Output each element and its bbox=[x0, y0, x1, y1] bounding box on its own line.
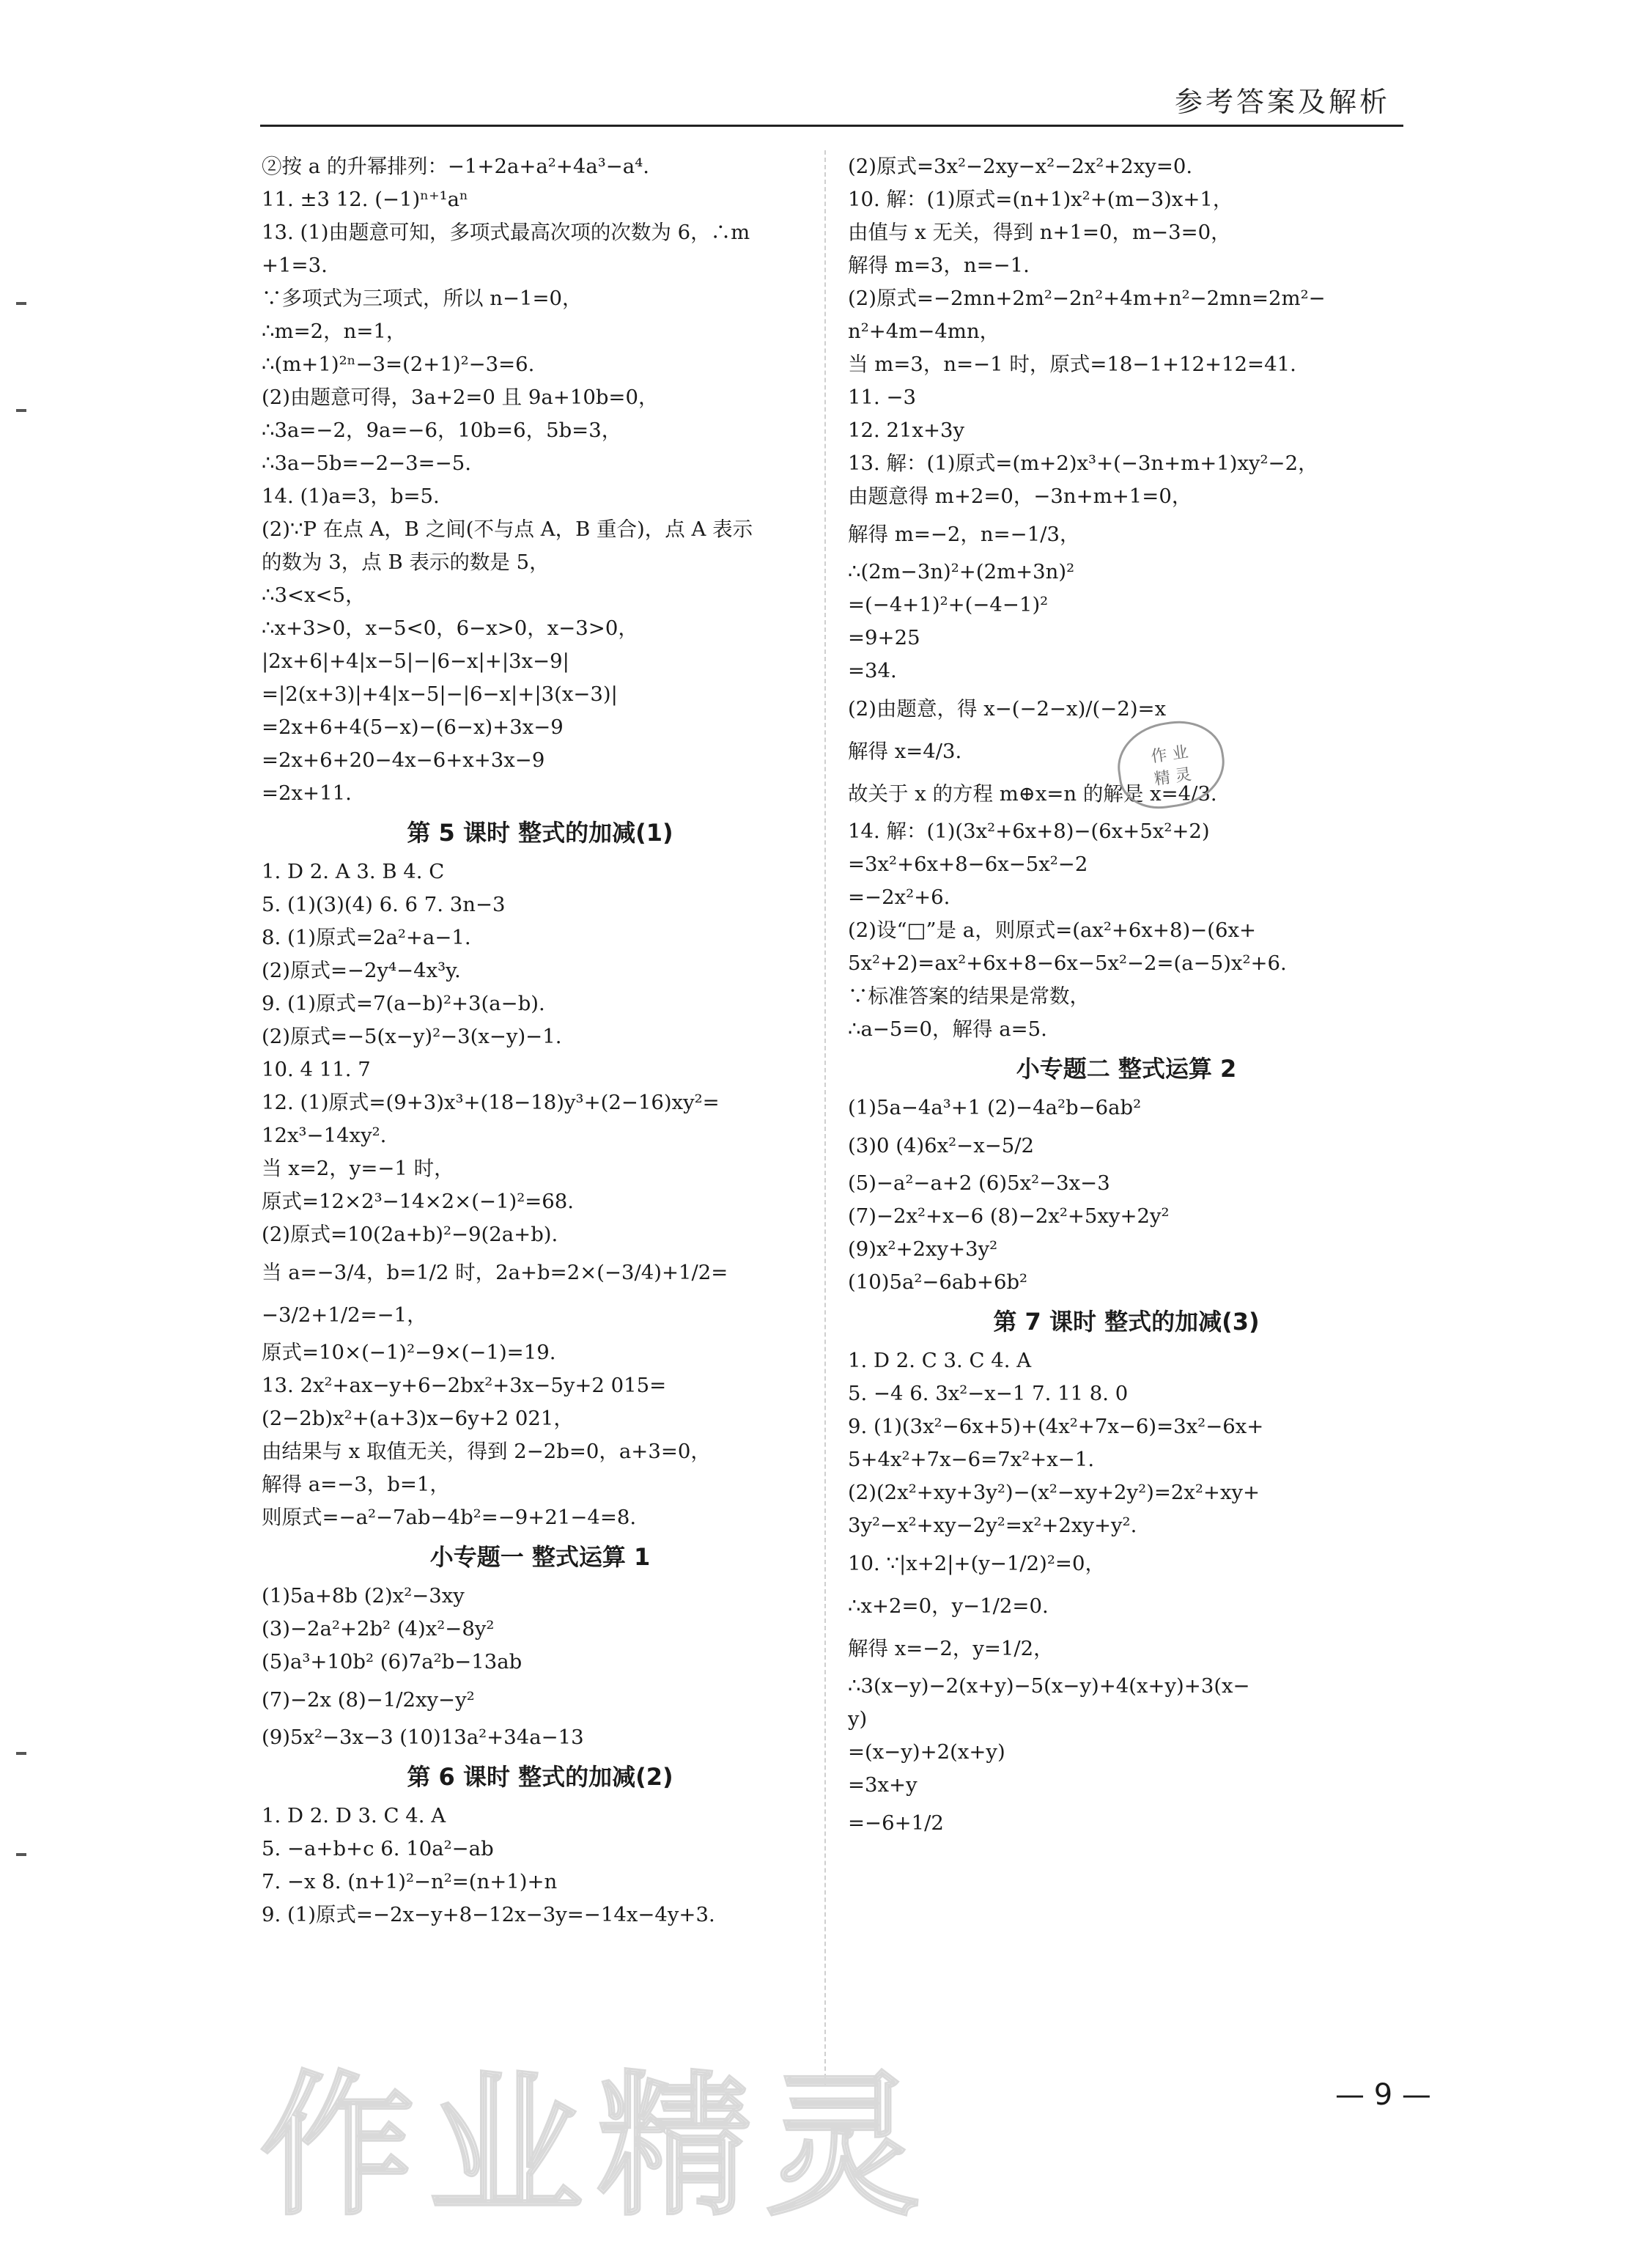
margin-mark bbox=[16, 409, 26, 412]
answer-line: 1. D 2. A 3. B 4. C bbox=[262, 860, 445, 883]
answer-line: (5)−a²−a+2 (6)5x²−3x−3 bbox=[848, 1171, 1110, 1195]
answer-column-left bbox=[262, 150, 819, 1932]
section-heading: 小专题二 整式运算 2 bbox=[1016, 1055, 1237, 1083]
answer-line: ②按 a 的升幂排列：−1+2a+a²+4a³−a⁴. bbox=[262, 155, 649, 178]
answer-line: (2)由题意，得 x−(−2−x)/(−2)=x bbox=[848, 697, 1167, 721]
answer-line: =3x+y bbox=[848, 1773, 917, 1797]
answer-line: (2)设“□”是 a，则原式=(ax²+6x+8)−(6x+ bbox=[848, 918, 1257, 942]
answer-line: (2)(2x²+xy+3y²)−(x²−xy+2y²)=2x²+xy+ bbox=[848, 1481, 1260, 1504]
answer-line: 10. 4 11. 7 bbox=[262, 1058, 371, 1081]
answer-line: 解得 x=4/3. bbox=[848, 740, 962, 763]
answer-line: 10. ∵|x+2|+(y−1/2)²=0， bbox=[848, 1552, 1105, 1575]
answer-line: 8. (1)原式=2a²+a−1. bbox=[262, 926, 471, 949]
answer-line: ∴x+3>0，x−5<0，6−x>0，x−3>0， bbox=[262, 616, 638, 640]
watermark: 作业精灵 bbox=[260, 2057, 935, 2236]
answer-line: (7)−2x (8)−1/2xy−y² bbox=[262, 1688, 475, 1712]
answer-line: 11. ±3 12. (−1)ⁿ⁺¹aⁿ bbox=[262, 188, 468, 211]
answer-line: (2)原式=−2mn+2m²−2n²+4m+n²−2mn=2m²− bbox=[848, 287, 1326, 310]
stamp-top-text: 作 业 bbox=[1150, 743, 1190, 767]
answer-line: |2x+6|+4|x−5|−|6−x|+|3x−9| bbox=[262, 649, 569, 673]
answer-line: 9. (1)原式=−2x−y+8−12x−3y=−14x−4y+3. bbox=[262, 1903, 715, 1926]
answer-line: (7)−2x²+x−6 (8)−2x²+5xy+2y² bbox=[848, 1204, 1170, 1228]
answer-line: 的数为 3，点 B 表示的数是 5， bbox=[262, 551, 550, 574]
answer-line: ∴(m+1)²ⁿ−3=(2+1)²−3=6. bbox=[262, 353, 535, 376]
answer-line: (2)由题意可得，3a+2=0 且 9a+10b=0， bbox=[262, 386, 659, 409]
answer-line: 11. −3 bbox=[848, 386, 917, 409]
margin-mark bbox=[16, 1752, 26, 1755]
section-heading: 第 7 课时 整式的加减(3) bbox=[993, 1308, 1260, 1336]
answer-line: 5. (1)(3)(4) 6. 6 7. 3n−3 bbox=[262, 893, 506, 916]
margin-mark bbox=[16, 1853, 26, 1856]
answer-line: 解得 m=3，n=−1. bbox=[848, 254, 1030, 277]
answer-line: 1. D 2. C 3. C 4. A bbox=[848, 1349, 1032, 1372]
answer-line: 解得 x=−2，y=1/2， bbox=[848, 1637, 1054, 1660]
answer-line: 5. −a+b+c 6. 10a²−ab bbox=[262, 1837, 494, 1860]
stamp-bottom-text: 精 灵 bbox=[1153, 765, 1193, 789]
answer-line: 14. 解：(1)(3x²+6x+8)−(6x+5x²+2) bbox=[848, 820, 1210, 843]
header-title: 参考答案及解析 bbox=[1174, 86, 1390, 118]
answer-line: 13. 解：(1)原式=(m+2)x³+(−3n+m+1)xy²−2， bbox=[848, 452, 1318, 475]
section-heading: 第 6 课时 整式的加减(2) bbox=[407, 1763, 673, 1791]
column-divider bbox=[824, 150, 826, 2085]
answer-line: 由值与 x 无关，得到 n+1=0，m−3=0， bbox=[848, 221, 1231, 244]
answer-line: 则原式=−a²−7ab−4b²=−9+21−4=8. bbox=[262, 1506, 637, 1529]
answer-line: =−2x²+6. bbox=[848, 886, 950, 909]
answer-line: +1=3. bbox=[262, 254, 328, 277]
answer-line: 由结果与 x 取值无关，得到 2−2b=0，a+3=0， bbox=[262, 1440, 711, 1463]
answer-line: −3/2+1/2=−1， bbox=[262, 1303, 427, 1327]
answer-line: 12. 21x+3y bbox=[848, 419, 965, 442]
answer-line: (2)原式=−2y⁴−4x³y. bbox=[262, 959, 461, 982]
answer-line: =34. bbox=[848, 659, 897, 682]
answer-line: ∵标准答案的结果是常数， bbox=[848, 984, 1090, 1008]
answer-line: 当 a=−3/4，b=1/2 时，2a+b=2×(−3/4)+1/2= bbox=[262, 1261, 728, 1284]
answer-line: 3y²−x²+xy−2y²=x²+2xy+y². bbox=[848, 1514, 1137, 1537]
answer-line: (5)a³+10b² (6)7a²b−13ab bbox=[262, 1650, 523, 1674]
answer-line: 解得 m=−2，n=−1/3， bbox=[848, 523, 1080, 546]
answer-line: 14. (1)a=3，b=5. bbox=[262, 485, 440, 508]
answer-line: ∴a−5=0，解得 a=5. bbox=[848, 1017, 1047, 1041]
answer-line: =(x−y)+2(x+y) bbox=[848, 1740, 1005, 1764]
answer-line: 原式=10×(−1)²−9×(−1)=19. bbox=[262, 1341, 556, 1364]
section-heading: 小专题一 整式运算 1 bbox=[429, 1543, 651, 1571]
answer-line: 当 m=3，n=−1 时，原式=18−1+12+12=41. bbox=[848, 353, 1296, 376]
answer-line: (9)5x²−3x−3 (10)13a²+34a−13 bbox=[262, 1726, 584, 1749]
section-heading: 第 5 课时 整式的加减(1) bbox=[407, 819, 673, 847]
answer-line: =|2(x+3)|+4|x−5|−|6−x|+|3(x−3)| bbox=[262, 682, 618, 706]
answer-line: (2)原式=3x²−2xy−x²−2x²+2xy=0. bbox=[848, 155, 1193, 178]
answer-line: (1)5a+8b (2)x²−3xy bbox=[262, 1584, 465, 1608]
answer-line: ∴3(x−y)−2(x+y)−5(x−y)+4(x+y)+3(x− bbox=[848, 1674, 1250, 1698]
answer-line: 解得 a=−3，b=1， bbox=[262, 1473, 450, 1496]
answer-line: 12x³−14xy². bbox=[262, 1124, 387, 1147]
answer-line: =2x+6+4(5−x)−(6−x)+3x−9 bbox=[262, 715, 564, 739]
answer-line: 1. D 2. D 3. C 4. A bbox=[262, 1804, 446, 1827]
answer-line: 9. (1)原式=7(a−b)²+3(a−b). bbox=[262, 992, 545, 1015]
answer-line: 10. 解：(1)原式=(n+1)x²+(m−3)x+1， bbox=[848, 188, 1233, 211]
answer-line: =−6+1/2 bbox=[848, 1811, 944, 1835]
answer-line: ∴3a=−2，9a=−6，10b=6，5b=3， bbox=[262, 419, 622, 442]
answer-line: ∴x+2=0，y−1/2=0. bbox=[848, 1594, 1049, 1618]
answer-line: (2)原式=10(2a+b)²−9(2a+b). bbox=[262, 1223, 558, 1246]
page-number: — 9 — bbox=[1335, 2078, 1431, 2112]
answer-line: ∵多项式为三项式，所以 n−1=0， bbox=[262, 287, 583, 310]
answer-line: 由题意得 m+2=0，−3n+m+1=0， bbox=[848, 485, 1192, 508]
answer-line: =(−4+1)²+(−4−1)² bbox=[848, 593, 1049, 616]
answer-line: (9)x²+2xy+3y² bbox=[848, 1237, 998, 1261]
answer-line: 12. (1)原式=(9+3)x³+(18−18)y³+(2−16)xy²= bbox=[262, 1091, 720, 1114]
answer-line: (10)5a²−6ab+6b² bbox=[848, 1270, 1028, 1294]
answer-line: 原式=12×2³−14×2×(−1)²=68. bbox=[262, 1190, 575, 1213]
answer-line: 9. (1)(3x²−6x+5)+(4x²+7x−6)=3x²−6x+ bbox=[848, 1415, 1264, 1438]
answer-line: 当 x=2，y=−1 时， bbox=[262, 1157, 454, 1180]
answer-line: ∴3<x<5， bbox=[262, 583, 366, 607]
answer-line: ∴3a−5b=−2−3=−5. bbox=[262, 452, 471, 475]
answer-line: 13. (1)由题意可知，多项式最高次项的次数为 6，∴m bbox=[262, 221, 750, 244]
answer-line: ∴(2m−3n)²+(2m+3n)² bbox=[848, 560, 1075, 583]
margin-mark bbox=[16, 302, 26, 305]
answer-line: 5. −4 6. 3x²−x−1 7. 11 8. 0 bbox=[848, 1382, 1129, 1405]
answer-line: (3)−2a²+2b² (4)x²−8y² bbox=[262, 1617, 495, 1641]
answer-line: =2x+11. bbox=[262, 781, 352, 805]
answer-line: (2)原式=−5(x−y)²−3(x−y)−1. bbox=[262, 1025, 562, 1048]
answer-line: (2−2b)x²+(a+3)x−6y+2 021， bbox=[262, 1407, 574, 1430]
answer-line: y) bbox=[848, 1707, 868, 1731]
answer-line: 5x²+2)=ax²+6x+8−6x−5x²−2=(a−5)x²+6. bbox=[848, 951, 1287, 975]
answer-line: n²+4m−4mn， bbox=[848, 320, 1000, 343]
answer-line: (2)∵P 在点 A，B 之间(不与点 A，B 重合)，点 A 表示 bbox=[262, 518, 753, 541]
answer-line: =2x+6+20−4x−6+x+3x−9 bbox=[262, 748, 545, 772]
answer-line: ∴m=2，n=1， bbox=[262, 320, 407, 343]
answer-line: (3)0 (4)6x²−x−5/2 bbox=[848, 1134, 1035, 1157]
answer-line: =9+25 bbox=[848, 626, 920, 649]
answer-line: (1)5a−4a³+1 (2)−4a²b−6ab² bbox=[848, 1096, 1142, 1119]
answer-line: 13. 2x²+ax−y+6−2bx²+3x−5y+2 015= bbox=[262, 1374, 667, 1397]
answer-column-right bbox=[848, 150, 1405, 1844]
answer-line: =3x²+6x+8−6x−5x²−2 bbox=[848, 853, 1088, 876]
header-rule bbox=[260, 125, 1403, 127]
answer-line: 故关于 x 的方程 m⊕x=n 的解是 x=4/3. bbox=[848, 782, 1217, 806]
answer-line: 5+4x²+7x−6=7x²+x−1. bbox=[848, 1448, 1095, 1471]
answer-line: 7. −x 8. (n+1)²−n²=(n+1)+n bbox=[262, 1870, 558, 1893]
